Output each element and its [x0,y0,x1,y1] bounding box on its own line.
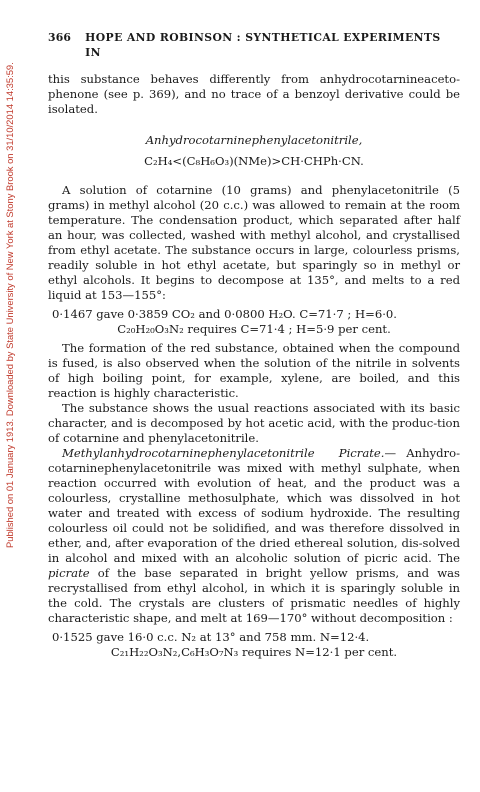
paragraph: The substance shows the usual reactions associated with its basic character, and is decomposed by hot acetic acid, with the produc-tion of cotarnine and phenylacetonitrile. [48,401,460,445]
download-notice-text: Published on 01 January 1913. Downloaded by State University of New York at Stony Brook on 31/10/2014 14:35:59. [4,62,15,548]
requires-line: C₂₁H₂₂O₃N₂,C₆H₃O₇N₃ requires N=12·1 per cent. [110,645,398,659]
page-content [48,30,460,660]
picrate-word: picrate [48,566,90,580]
requires-line: C₂₀H₂₀O₃N₂ requires C=71·4 ; H=5·9 per cent. [117,322,391,336]
compound-name: Methylanhydrocotarninephenylacetonitrile [62,446,315,460]
picrate-label: Picrate. [338,446,385,460]
paragraph: The formation of the red substance, obtained when the compound is fused, is also observed when the solution of the nitrile in solvents of high boiling point, for example, xylene, are boiled, and this reaction is highly characteristic. [48,341,460,400]
paragraph: A solution of cotarnine (10 grams) and phenylacetonitrile (5 grams) in methyl alcohol (20 c.c.) was allowed to remain at the room temperature. The condensation product, which separated after half an hour, was collected, washed with methyl alcohol, and crystallised from ethyl acetate. The substance occurs in large, colourless prisms, readily soluble in hot ethyl acetate, but sparingly so in methyl or ethyl alcohols. It begins to decompose at 135°, and melts to a red liquid at 153—155°: [48,183,460,302]
picrate-text-end: of the base separated in bright yellow prisms, and was recrystallised from ethyl alcohol, in which it is sparingly soluble in the cold. The crystals are clusters of prismatic needles of highly characteristic shape, and melt at 169—170° without decomposition : [48,566,460,625]
intro-paragraph: this substance behaves differently from anhydrocotarnineaceto-phenone (see p. 369), and no trace of a benzoyl derivative could be isolated. [48,72,460,116]
download-notice [3,8,17,548]
running-header [48,30,460,60]
page-number: 366 [48,31,72,44]
analysis-line: 0·1525 gave 16·0 c.c. N₂ at 13° and 758 mm. N=12·4. [52,630,370,644]
section-heading: Anhydrocotarninephenylacetonitrile, [145,133,363,147]
analysis-line: 0·1467 gave 0·3859 CO₂ and 0·0800 H₂O. C=71·7 ; H=6·0. [52,307,397,321]
picrate-text-start: — Anhydro-cotarninephenylacetonitrile was mixed with methyl sulphate, when reaction occurred with evolution of heat, and the product was a colourless, crystalline methosulphate, which was dissolved in hot water and treated with excess of sodium hydroxide. The resulting colourless oil could not be solidified, and was therefore dissolved in ether, and, after evaporation of the dried ethereal solution, dis-solved in alcohol and mixed with an alcoholic solution of picric acid. The [48,446,460,565]
picrate-paragraph [48,446,460,626]
running-title: HOPE AND ROBINSON : SYNTHETICAL EXPERIMENTS IN [85,31,441,59]
structural-formula: C₂H₄<(C₈H₆O₃)(NMe)>CH·CHPh·CN. [144,154,364,168]
